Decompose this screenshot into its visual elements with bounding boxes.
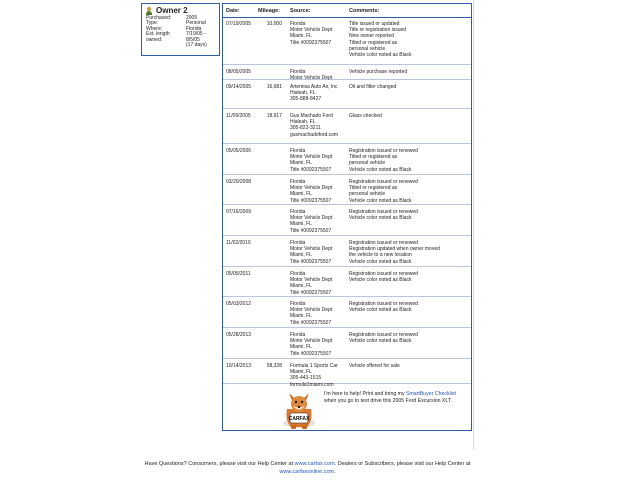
- source-line: Miami, FL: [290, 33, 312, 40]
- source-line: Florida: [290, 240, 306, 246]
- record-mileage: 18,917: [266, 113, 282, 119]
- source-line: 305-822-3211: [290, 125, 321, 132]
- source-line: Motor Vehicle Dept: [290, 338, 333, 345]
- promo-section: [223, 381, 471, 431]
- record-date: 08/05/2005: [226, 69, 252, 75]
- comment-line: the vehicle to a new location: [349, 252, 412, 259]
- record-comments: [349, 332, 471, 344]
- source-line: Miami, FL: [290, 283, 312, 290]
- owner-row-value: Florida: [186, 25, 202, 32]
- record-comments: [349, 84, 471, 90]
- svg-text:CARFAX: CARFAX: [288, 416, 310, 422]
- smartbuyer-checklist-link[interactable]: SmartBuyer Checklist: [406, 391, 456, 397]
- source-line: Florida: [290, 21, 306, 27]
- source-line: Florida: [290, 148, 306, 154]
- record-comments: [349, 271, 471, 283]
- carfax-link[interactable]: www.carfax.com: [294, 461, 335, 467]
- record-comments: [349, 363, 471, 369]
- source-line: Title #0092375507: [290, 166, 332, 173]
- owner-summary-box: [141, 3, 220, 56]
- table-row: [223, 359, 471, 388]
- comment-line: Registration issued or renewed: [349, 240, 418, 246]
- owner-row-value: 8/5/05: [186, 36, 200, 43]
- record-mileage: 58,328: [266, 363, 282, 369]
- comment-line: Titled or registered as: [349, 39, 398, 46]
- record-mileage: 16,681: [266, 84, 282, 90]
- carfaxonline-link[interactable]: www.carfaxonline.com: [279, 469, 335, 475]
- comment-line: Vehicle color noted as Black: [349, 52, 412, 59]
- source-line: Miami, FL: [290, 344, 312, 351]
- footer: [120, 460, 495, 476]
- promo-line2: when you go to test drive this 2005 Ford Excursion XLT.: [324, 397, 452, 404]
- source-line: Title #0092375507: [290, 319, 332, 326]
- source-line: Florida: [290, 332, 306, 338]
- source-line: Title #0092375507: [290, 350, 332, 357]
- header-source: Source:: [290, 8, 311, 14]
- table-row: [223, 65, 471, 80]
- promo-text: [324, 391, 469, 405]
- source-line: Artemisa Auto Air, Inc: [290, 84, 338, 90]
- source-line: Motor Vehicle Dept: [290, 307, 333, 314]
- comment-line: Vehicle color noted as Black: [349, 307, 412, 314]
- source-line: Motor Vehicle Dept: [290, 27, 333, 34]
- record-comments: [349, 301, 471, 313]
- table-row: [223, 17, 471, 65]
- source-line: Miami, FL: [290, 221, 312, 228]
- record-source: [290, 240, 348, 265]
- footer-text-1: Have Questions? Consumers, please visit our Help Center at: [144, 461, 295, 467]
- source-line: Motor Vehicle Dept: [290, 277, 333, 284]
- footer-text-3: .: [334, 469, 336, 475]
- comment-line: Vehicle color noted as Black: [349, 215, 412, 222]
- comment-line: Vehicle color noted as Black: [349, 166, 412, 173]
- source-line: 305-888-8427: [290, 96, 322, 103]
- source-line: formula1miami.com: [290, 381, 334, 388]
- comment-line: personal vehicle: [349, 160, 386, 167]
- comment-line: Vehicle offered for sale: [349, 363, 400, 369]
- header-comments: Comments:: [349, 8, 380, 14]
- record-date: 05/05/2011: [226, 271, 251, 277]
- record-comments: [349, 148, 471, 173]
- record-source: [290, 113, 348, 138]
- table-row: [223, 144, 471, 175]
- table-row: [223, 80, 471, 109]
- record-comments: [349, 21, 471, 58]
- record-comments: [349, 179, 471, 204]
- record-date: 05/28/2013: [226, 332, 252, 338]
- source-line: Motor Vehicle Dept: [290, 75, 333, 82]
- owner-row-value: (17 days): [186, 42, 207, 49]
- owner-title: Owner 2: [156, 6, 188, 15]
- source-line: Florida: [290, 301, 306, 307]
- owner-row-label: Est. length: [146, 31, 170, 38]
- record-date: 07/16/2009: [226, 209, 252, 215]
- history-table: [222, 3, 472, 431]
- source-line: Title #0092375507: [290, 258, 332, 265]
- record-mileage: 10,000: [266, 21, 282, 27]
- source-line: Motor Vehicle Dept: [290, 185, 333, 192]
- owner-row: [146, 43, 219, 48]
- source-line: Motor Vehicle Dept: [290, 246, 333, 253]
- record-comments: [349, 240, 471, 265]
- source-line: Title #0092375507: [290, 197, 332, 204]
- record-date: 11/02/2010: [226, 240, 251, 246]
- table-header: [223, 4, 471, 18]
- source-line: Miami, FL: [290, 369, 312, 376]
- record-comments: [349, 113, 471, 119]
- comment-line: Oil and filter changed: [349, 84, 397, 90]
- source-line: Florida: [290, 209, 306, 215]
- comment-line: Vehicle color noted as Black: [349, 258, 412, 265]
- source-line: Miami, FL: [290, 252, 312, 259]
- table-row: [223, 175, 471, 205]
- source-line: Title #0092375507: [290, 39, 332, 46]
- comment-line: Registration issued or renewed: [349, 179, 418, 185]
- source-line: Florida: [290, 179, 306, 185]
- comment-line: Registration updated when owner moved: [349, 246, 440, 253]
- table-row: [223, 267, 471, 297]
- source-line: Hialeah, FL: [290, 119, 316, 126]
- table-row: [223, 328, 471, 359]
- record-source: [290, 271, 348, 296]
- table-row: [223, 205, 471, 236]
- source-line: Formula 1 Sports Car: [290, 363, 338, 369]
- record-comments: [349, 209, 471, 221]
- owner-row-label: owned:: [146, 36, 163, 43]
- record-comments: [349, 69, 471, 75]
- header-mileage: Mileage:: [258, 8, 281, 14]
- page-edge: [473, 0, 474, 450]
- record-source: [290, 84, 348, 103]
- comment-line: Registration issued or renewed: [349, 332, 418, 338]
- footer-text-2: . Dealers or Subscribers, please visit our Help Center at: [334, 461, 471, 467]
- owner-row-label: Purchased:: [146, 15, 172, 21]
- comment-line: New owner reported: [349, 33, 395, 40]
- owner-row-label: Type:: [146, 20, 159, 27]
- record-date: 11/09/2005: [226, 113, 251, 119]
- source-line: Motor Vehicle Dept: [290, 154, 333, 161]
- record-date: 07/19/2005: [226, 21, 252, 27]
- source-line: Miami, FL: [290, 191, 312, 198]
- record-source: [290, 179, 348, 204]
- comment-line: Titled or registered as: [349, 185, 398, 192]
- header-date: Date:: [226, 8, 240, 14]
- comment-line: Vehicle color noted as Black: [349, 338, 412, 345]
- comment-line: Registration issued or renewed: [349, 148, 418, 154]
- comment-line: Registration issued or renewed: [349, 271, 418, 277]
- table-row: [223, 236, 471, 267]
- table-row: [223, 109, 471, 144]
- source-line: gusmachadoford.com: [290, 131, 339, 138]
- record-date: 05/05/2006: [226, 148, 252, 154]
- owner-row-label: Where:: [146, 25, 163, 32]
- source-line: Hialeah, FL: [290, 90, 316, 97]
- record-source: [290, 148, 348, 173]
- comment-line: Vehicle purchase reported: [349, 69, 408, 75]
- source-line: Title #0092375507: [290, 289, 332, 296]
- carfax-fox-mascot-icon: [279, 389, 319, 431]
- source-line: Gus Machado Ford: [290, 113, 333, 119]
- owner-person-icon: [145, 7, 153, 15]
- owner-details: [142, 16, 219, 48]
- source-line: Miami, FL: [290, 313, 312, 320]
- owner-row-label: [146, 43, 186, 48]
- record-date: 03/20/2008: [226, 179, 252, 185]
- source-line: Miami, FL: [290, 160, 312, 167]
- record-source: [290, 332, 348, 357]
- comment-line: personal vehicle: [349, 191, 386, 198]
- comment-line: Vehicle color noted as Black: [349, 197, 412, 204]
- comment-line: personal vehicle: [349, 45, 386, 52]
- comment-line: Titled or registered as: [349, 154, 398, 161]
- record-source: [290, 21, 348, 46]
- source-line: Title #0092375507: [290, 227, 332, 234]
- record-source: [290, 301, 348, 326]
- comment-line: Registration issued or renewed: [349, 209, 418, 215]
- record-date: 05/03/2012: [226, 301, 252, 307]
- record-source: [290, 209, 348, 234]
- record-date: 10/14/2013: [226, 363, 252, 369]
- source-line: Motor Vehicle Dept: [290, 215, 333, 222]
- owner-row-value: 2005: [186, 15, 198, 21]
- source-line: 305-443-1515: [290, 375, 322, 382]
- comment-line: Registration issued or renewed: [349, 301, 418, 307]
- promo-line1: I'm here to help! Print and bring my: [324, 391, 407, 397]
- comment-line: Title issued or updated: [349, 21, 400, 27]
- table-row: [223, 297, 471, 328]
- source-line: Florida: [290, 69, 306, 75]
- comment-line: Glass checked: [349, 113, 382, 119]
- comment-line: Vehicle color noted as Black: [349, 277, 412, 284]
- owner-row-value: 7/19/05 -: [186, 31, 206, 38]
- record-date: 09/14/2005: [226, 84, 252, 90]
- source-line: Florida: [290, 271, 306, 277]
- owner-row-value: Personal: [186, 20, 206, 27]
- comment-line: Title or registration issued: [349, 27, 407, 34]
